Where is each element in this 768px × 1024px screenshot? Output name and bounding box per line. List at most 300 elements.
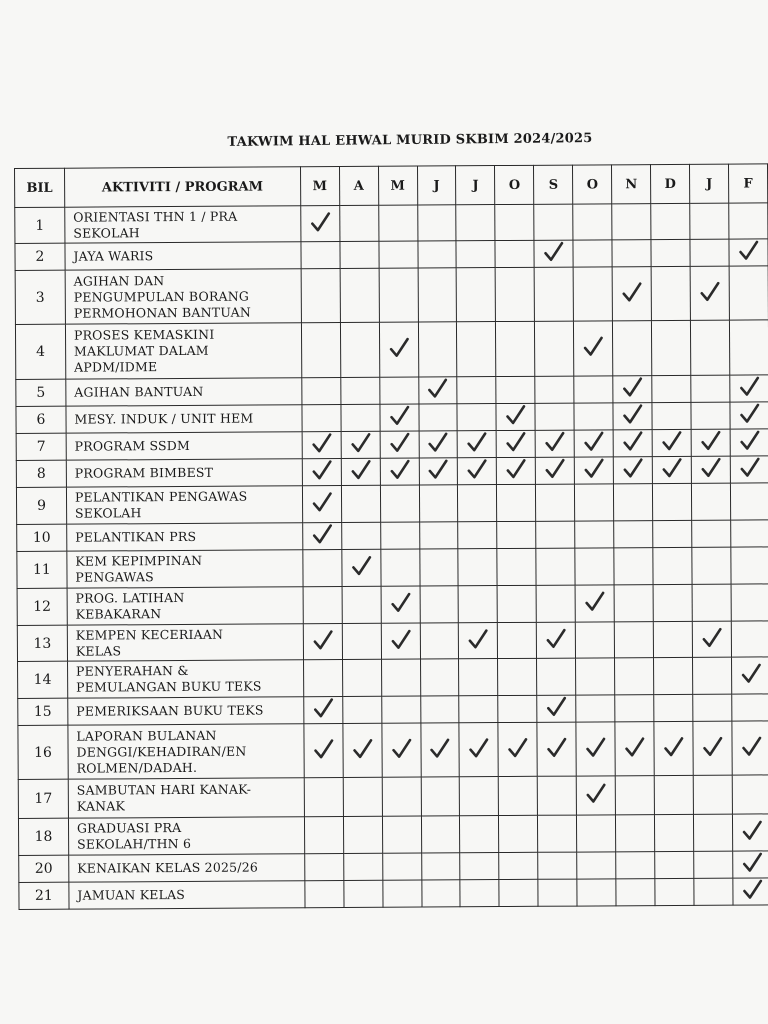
month-cell	[303, 697, 342, 724]
month-cell	[301, 378, 340, 405]
check-icon	[622, 403, 644, 425]
month-cell	[614, 521, 653, 548]
document-title: TAKWIM HAL EHWAL MURID SKBIM 2024/2025	[227, 131, 593, 150]
month-cell	[343, 853, 382, 880]
check-icon	[740, 662, 762, 684]
header-month: F	[729, 164, 768, 203]
check-icon	[546, 696, 568, 718]
month-cell	[382, 853, 421, 880]
activity-name: KEMPEN KECERIAAN KELAS	[67, 624, 303, 661]
month-cell	[535, 430, 574, 457]
row-number: 5	[16, 379, 66, 406]
month-cell	[301, 323, 340, 378]
check-icon	[739, 456, 761, 478]
row-number: 11	[17, 551, 67, 588]
header-month: D	[651, 164, 690, 203]
month-cell	[694, 878, 733, 905]
month-cell	[577, 852, 616, 879]
month-cell	[418, 322, 457, 377]
row-number: 8	[16, 460, 66, 487]
month-cell	[730, 483, 768, 520]
check-icon	[741, 851, 763, 873]
month-cell	[575, 457, 614, 484]
check-icon	[350, 555, 372, 577]
month-cell	[380, 458, 419, 485]
month-cell	[497, 484, 536, 521]
month-cell	[731, 520, 768, 547]
check-icon	[389, 628, 411, 650]
month-cell	[417, 241, 456, 268]
month-cell	[303, 624, 342, 660]
check-icon	[468, 737, 490, 759]
month-cell	[575, 521, 614, 548]
month-cell	[380, 431, 419, 458]
month-cell	[382, 880, 421, 907]
month-cell	[300, 206, 339, 242]
month-cell	[613, 376, 652, 403]
month-cell	[342, 586, 381, 623]
month-cell	[729, 203, 768, 239]
row-number: 12	[17, 588, 67, 625]
month-cell	[732, 775, 768, 814]
month-cell	[381, 586, 420, 623]
check-icon	[349, 459, 371, 481]
header-month: J	[417, 166, 456, 205]
month-cell	[301, 242, 340, 269]
month-cell	[459, 659, 498, 696]
month-cell	[343, 777, 382, 816]
month-cell	[575, 585, 614, 622]
header-month: N	[612, 165, 651, 204]
month-cell	[614, 622, 653, 658]
month-cell	[693, 775, 732, 814]
month-cell	[382, 816, 421, 853]
table-row	[19, 878, 768, 910]
month-cell	[381, 659, 420, 696]
row-number: 10	[17, 524, 67, 551]
activity-name: PEMERIKSAAN BUKU TEKS	[68, 697, 304, 725]
activity-name: LAPORAN BULANAN DENGGI/KEHADIRAN/EN ROLMEN/DADAH.	[68, 724, 304, 779]
month-cell	[342, 623, 381, 659]
month-cell	[615, 695, 654, 722]
month-cell	[459, 623, 498, 659]
month-cell	[654, 694, 693, 721]
month-cell	[616, 815, 655, 852]
month-cell	[460, 777, 499, 816]
month-cell	[654, 775, 693, 814]
header-month: J	[456, 166, 495, 205]
month-cell	[382, 777, 421, 816]
month-cell	[732, 694, 768, 721]
month-cell	[417, 205, 456, 241]
check-icon	[467, 628, 489, 650]
header-month: S	[534, 165, 573, 204]
check-icon	[505, 404, 527, 426]
month-cell	[498, 722, 537, 776]
check-icon	[583, 430, 605, 452]
month-cell	[302, 486, 341, 523]
month-cell	[305, 881, 344, 908]
month-cell	[729, 266, 768, 320]
header-month: O	[573, 165, 612, 204]
month-cell	[693, 721, 732, 775]
check-icon	[388, 405, 410, 427]
activity-name: JAMUAN KELAS	[69, 881, 305, 909]
check-icon	[739, 429, 761, 451]
activity-name: JAYA WARIS	[65, 242, 301, 270]
month-cell	[729, 239, 768, 266]
month-cell	[457, 377, 496, 404]
month-cell	[341, 522, 380, 549]
month-cell	[538, 815, 577, 852]
month-cell	[420, 586, 459, 623]
month-cell	[456, 241, 495, 268]
month-cell	[304, 778, 343, 817]
check-icon	[737, 239, 759, 261]
month-cell	[651, 266, 690, 320]
table-row	[17, 547, 768, 589]
month-cell	[729, 320, 768, 375]
month-cell	[419, 522, 458, 549]
month-cell	[574, 403, 613, 430]
header-month: A	[339, 166, 378, 205]
activity-name: PROSES KEMASKINI MAKLUMAT DALAM APDM/IDME	[65, 323, 301, 379]
row-number: 13	[17, 625, 67, 661]
month-cell	[419, 458, 458, 485]
month-cell	[692, 621, 731, 657]
row-number: 15	[18, 698, 68, 725]
month-cell	[301, 269, 340, 323]
month-cell	[457, 404, 496, 431]
month-cell	[302, 459, 341, 486]
month-cell	[693, 694, 732, 721]
month-cell	[612, 204, 651, 240]
activity-name: PROG. LATIHAN KEBAKARAN	[67, 587, 303, 625]
check-icon	[741, 878, 763, 900]
table-row	[18, 657, 768, 699]
month-cell	[381, 723, 420, 777]
month-cell	[460, 853, 499, 880]
month-cell	[304, 854, 343, 881]
month-cell	[303, 660, 342, 697]
month-cell	[495, 204, 534, 240]
month-cell	[694, 814, 733, 851]
check-icon	[543, 241, 565, 263]
month-cell	[458, 522, 497, 549]
month-cell	[499, 776, 538, 815]
month-cell	[612, 267, 651, 321]
month-cell	[457, 322, 496, 377]
month-cell	[731, 584, 768, 621]
month-cell	[537, 722, 576, 776]
month-cell	[652, 320, 691, 375]
month-cell	[730, 375, 768, 402]
month-cell	[613, 430, 652, 457]
check-icon	[427, 431, 449, 453]
month-cell	[732, 657, 768, 694]
check-icon	[466, 431, 488, 453]
check-icon	[702, 735, 724, 757]
month-cell	[654, 657, 693, 694]
month-cell	[651, 239, 690, 266]
month-cell	[730, 456, 768, 483]
month-cell	[458, 485, 497, 522]
month-cell	[418, 404, 457, 431]
check-icon	[622, 430, 644, 452]
month-cell	[421, 853, 460, 880]
table-row	[18, 721, 768, 780]
month-cell	[497, 585, 536, 622]
month-cell	[576, 695, 615, 722]
month-cell	[420, 623, 459, 659]
month-cell	[577, 879, 616, 906]
month-cell	[731, 547, 768, 584]
activity-name: MESY. INDUK / UNIT HEM	[66, 405, 302, 433]
month-cell	[690, 203, 729, 239]
activity-name: SAMBUTAN HARI KANAK- KANAK	[68, 778, 304, 818]
check-icon	[701, 626, 723, 648]
check-icon	[312, 697, 334, 719]
month-cell	[691, 456, 730, 483]
activity-name: GRADUASI PRA SEKOLAH/THN 6	[68, 817, 304, 855]
table-row	[15, 203, 768, 244]
month-cell	[304, 724, 343, 778]
header-bil: BIL	[15, 168, 65, 207]
month-cell	[341, 458, 380, 485]
check-icon	[310, 459, 332, 481]
check-icon	[311, 629, 333, 651]
month-cell	[690, 239, 729, 266]
month-cell	[653, 520, 692, 547]
month-cell	[379, 268, 418, 322]
month-cell	[341, 485, 380, 522]
month-cell	[653, 621, 692, 657]
month-cell	[457, 268, 496, 322]
month-cell	[342, 696, 381, 723]
month-cell	[498, 695, 537, 722]
check-icon	[700, 430, 722, 452]
check-icon	[427, 458, 449, 480]
month-cell	[380, 485, 419, 522]
table-row	[15, 320, 768, 380]
check-icon	[505, 431, 527, 453]
month-cell	[499, 852, 538, 879]
check-icon	[544, 431, 566, 453]
month-cell	[421, 816, 460, 853]
month-cell	[537, 695, 576, 722]
month-cell	[733, 878, 768, 905]
month-cell	[616, 879, 655, 906]
month-cell	[304, 817, 343, 854]
check-icon	[584, 590, 606, 612]
month-cell	[341, 549, 380, 586]
month-cell	[340, 241, 379, 268]
month-cell	[692, 547, 731, 584]
month-cell	[576, 622, 615, 658]
check-icon	[466, 458, 488, 480]
month-cell	[612, 240, 651, 267]
row-number: 16	[18, 725, 68, 779]
month-cell	[534, 267, 573, 321]
check-icon	[663, 735, 685, 757]
check-icon	[622, 457, 644, 479]
month-cell	[495, 240, 534, 267]
table-row	[17, 584, 768, 626]
row-number: 20	[19, 855, 69, 882]
check-icon	[505, 458, 527, 480]
month-cell	[613, 321, 652, 376]
table-body	[15, 203, 768, 910]
month-cell	[732, 814, 768, 851]
month-cell	[460, 880, 499, 907]
row-number: 4	[15, 324, 65, 379]
month-cell	[694, 851, 733, 878]
month-cell	[343, 723, 382, 777]
month-cell	[458, 458, 497, 485]
month-cell	[420, 696, 459, 723]
month-cell	[690, 266, 729, 320]
month-cell	[730, 429, 768, 456]
month-cell	[340, 322, 379, 377]
check-icon	[582, 335, 604, 357]
activity-name: PENYERAHAN & PEMULANGAN BUKU TEKS	[67, 660, 303, 698]
row-number: 17	[18, 779, 68, 818]
month-cell	[615, 658, 654, 695]
activity-name: PELANTIKAN PENGAWAS SEKOLAH	[66, 486, 302, 524]
activity-name: AGIHAN DAN PENGUMPULAN BORANG PERMOHONAN BANTUAN	[65, 269, 301, 324]
check-icon	[699, 280, 721, 302]
month-cell	[378, 205, 417, 241]
month-cell	[574, 430, 613, 457]
month-cell	[458, 549, 497, 586]
month-cell	[303, 550, 342, 587]
month-cell	[497, 521, 536, 548]
month-cell	[303, 587, 342, 624]
check-icon	[738, 402, 760, 424]
month-cell	[302, 523, 341, 550]
month-cell	[459, 696, 498, 723]
check-icon	[311, 491, 333, 513]
month-cell	[419, 431, 458, 458]
check-icon	[546, 736, 568, 758]
month-cell	[654, 721, 693, 775]
month-cell	[575, 484, 614, 521]
month-cell	[574, 376, 613, 403]
check-icon	[741, 819, 763, 841]
month-cell	[616, 852, 655, 879]
row-number: 9	[16, 487, 66, 524]
row-number: 7	[16, 433, 66, 460]
month-cell	[458, 431, 497, 458]
month-cell	[653, 584, 692, 621]
check-icon	[507, 736, 529, 758]
check-icon	[309, 211, 331, 233]
month-cell	[615, 722, 654, 776]
month-cell	[496, 376, 535, 403]
activity-name: KEM KEPIMPINAN PENGAWAS	[67, 550, 303, 588]
month-cell	[652, 429, 691, 456]
activity-name: AGIHAN BANTUAN	[66, 378, 302, 406]
month-cell	[535, 403, 574, 430]
row-number: 2	[15, 243, 65, 270]
month-cell	[302, 405, 341, 432]
month-cell	[496, 267, 535, 321]
month-cell	[614, 585, 653, 622]
month-cell	[691, 375, 730, 402]
check-icon	[585, 736, 607, 758]
month-cell	[651, 203, 690, 239]
header-month: O	[495, 165, 534, 204]
check-icon	[388, 432, 410, 454]
month-cell	[379, 241, 418, 268]
header-month: M	[378, 166, 417, 205]
month-cell	[419, 485, 458, 522]
table-row	[16, 483, 768, 525]
header-month: M	[300, 167, 339, 206]
month-cell	[534, 240, 573, 267]
check-icon	[621, 281, 643, 303]
month-cell	[421, 777, 460, 816]
check-icon	[661, 430, 683, 452]
month-cell	[380, 522, 419, 549]
month-cell	[536, 457, 575, 484]
month-cell	[380, 549, 419, 586]
month-cell	[381, 623, 420, 659]
check-icon	[427, 377, 449, 399]
month-cell	[653, 483, 692, 520]
month-cell	[691, 402, 730, 429]
check-icon	[583, 457, 605, 479]
check-icon	[585, 782, 607, 804]
check-icon	[661, 457, 683, 479]
check-icon	[700, 457, 722, 479]
check-icon	[740, 735, 762, 757]
month-cell	[573, 204, 612, 240]
table-row	[17, 621, 768, 662]
month-cell	[573, 267, 612, 321]
month-cell	[342, 659, 381, 696]
month-cell	[343, 880, 382, 907]
month-cell	[418, 268, 457, 322]
month-cell	[575, 548, 614, 585]
month-cell	[655, 878, 694, 905]
month-cell	[419, 549, 458, 586]
row-number: 1	[15, 207, 65, 243]
month-cell	[459, 586, 498, 623]
month-cell	[459, 723, 498, 777]
month-cell	[418, 377, 457, 404]
check-icon	[544, 458, 566, 480]
check-icon	[624, 736, 646, 758]
month-cell	[577, 815, 616, 852]
month-cell	[498, 658, 537, 695]
row-number: 3	[15, 270, 65, 324]
month-cell	[379, 377, 418, 404]
table-row	[18, 814, 768, 856]
activity-name: PROGRAM BIMBEST	[66, 459, 302, 487]
month-cell	[653, 547, 692, 584]
check-icon	[310, 432, 332, 454]
month-cell	[420, 659, 459, 696]
month-cell	[499, 815, 538, 852]
month-cell	[534, 204, 573, 240]
month-cell	[421, 880, 460, 907]
month-cell	[576, 658, 615, 695]
table-row	[18, 775, 768, 819]
check-icon	[351, 737, 373, 759]
check-icon	[389, 592, 411, 614]
row-number: 21	[19, 882, 69, 909]
